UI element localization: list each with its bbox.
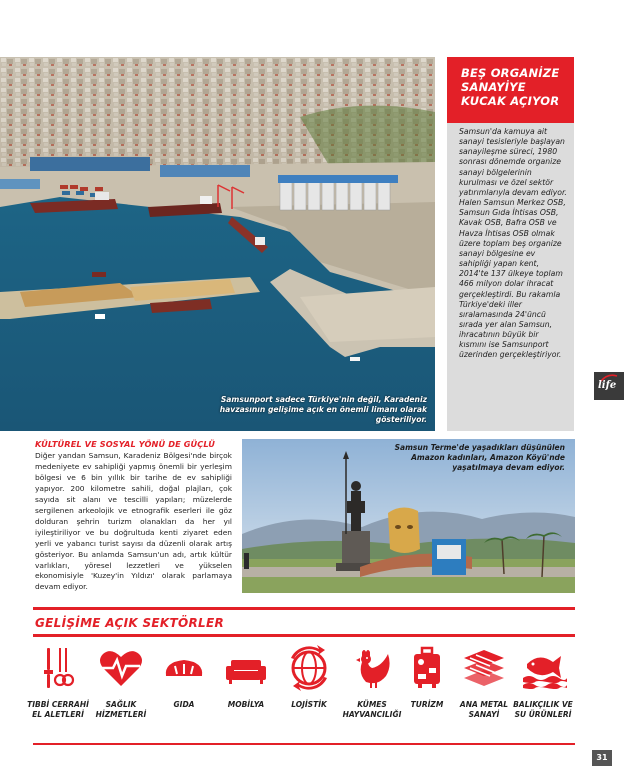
heart-pulse-icon [97,644,145,692]
sector-label: BALIKÇILIK VE SU ÜRÜNLERİ [513,700,573,719]
globe-arrows-icon [285,644,333,692]
bread-icon [160,644,208,692]
sector-basic-metal [452,644,516,720]
amazon-photo [242,439,575,593]
surgical-tools-icon [34,644,82,692]
sector-food [152,644,216,710]
culture-heading: KÜLTÜREL VE SOSYAL YÖNÜ DE GÜÇLÜ [35,439,216,449]
sofa-icon [222,644,270,692]
brand-tab [594,372,624,400]
sector-label: GIDA [173,700,195,709]
sectors-title: GELİŞİME AÇIK SEKTÖRLER [35,616,224,630]
sectors-bottom-rule [33,743,575,745]
harbor-photo [0,57,435,431]
sector-label: LOJİSTİK [291,700,327,709]
amazon-photo-caption: Samsun Terme'de yaşadıkları düşünülen Amazon kadınları, Amazon Köyü'nde yaşatılmaya devam ediyor. [394,443,565,472]
side-box-title: BEŞ ORGANİZE SANAYİYE KUCAK AÇIYOR [447,57,574,123]
sector-label: TIBBİ CERRAHİ EL ALETLERİ [27,700,89,719]
sector-surgical-tools [26,644,90,720]
brand-logo: life [598,380,617,391]
sector-tourism [395,644,459,710]
sector-fishery [511,644,575,720]
fish-icon [519,644,567,692]
rooster-icon [348,644,396,692]
steel-beams-icon [460,644,508,692]
sectors-top-rule [33,607,575,610]
sector-label: KÜMES HAYVANCILIĞI [342,700,402,719]
sector-label: MOBİLYA [227,700,265,709]
culture-text: Diğer yandan Samsun, Karadeniz Bölgesi'nde birçok medeniyete ev sahipliği yapmış önemli bir yerleşim bölgesi ve 6 bin yıllık bir tarihe de ev sahipliği yapıyor. 200 kilometre sahili, doğal plajları, çok sayıda sit alanı ve tescilli yapıları; müzelerde sergilenen arkeolojik ve etnografik eserleri ile göz dolduran şehrin turizm olanakları da her yıl iyileştiriliyor ve bu doğrultuda kenti ziyaret eden yerli ve yabancı turist sayısı da düzenli olarak artış gösteriyor. Bu anlamda Samsun'un adı, artık kültür varlıkları, yöresel lezzetleri ve yükselen ekonomisiyle 'Kuzey'in Yıldızı' olarak parlamaya devam ediyor. [35,451,232,592]
sector-label: ANA METAL SANAYİ [459,700,509,719]
sector-health [89,644,153,720]
suitcase-icon [403,644,451,692]
side-box-body: Samsun'da kamuya ait sanayi tesisleriyle başlayan sanayileşme süreci, 1980 sonrası dönemde organize sanayi bölgelerinin kurulması ve özel sektör yatırımlarıyla devam ediyor. Halen Samsun Merkez OSB, Samsun Gıda İhtisas OSB, Kavak OSB, Bafra OSB ve Havza İhtisas OSB olmak üzere toplam beş organize sanayi bölgesine ev sahipliği yapan kent, 2014'te 137 ülkeye toplam 466 milyon dolar ihracat gerçekleştirdi. Bu rakamla Türkiye'deki iller sıralamasında 24'üncü sırada yer alan Samsun, ihracatının büyük bir kısmını ise Samsunport üzerinden gerçekleştiriyor. [447,123,574,431]
sector-furniture [214,644,278,710]
harbor-photo-illustration [0,57,435,431]
sector-label: TURİZM [410,700,444,709]
page-number: 31 [592,750,612,766]
harbor-photo-caption: Samsunport sadece Türkiye'nin değil, Karadeniz havzasının gelişime açık en önemli limanı olarak gösteriliyor. [219,395,427,425]
sector-logistics [277,644,341,710]
sector-label: SAĞLIK HİZMETLERİ [95,700,147,719]
sectors-title-rule [33,634,575,637]
